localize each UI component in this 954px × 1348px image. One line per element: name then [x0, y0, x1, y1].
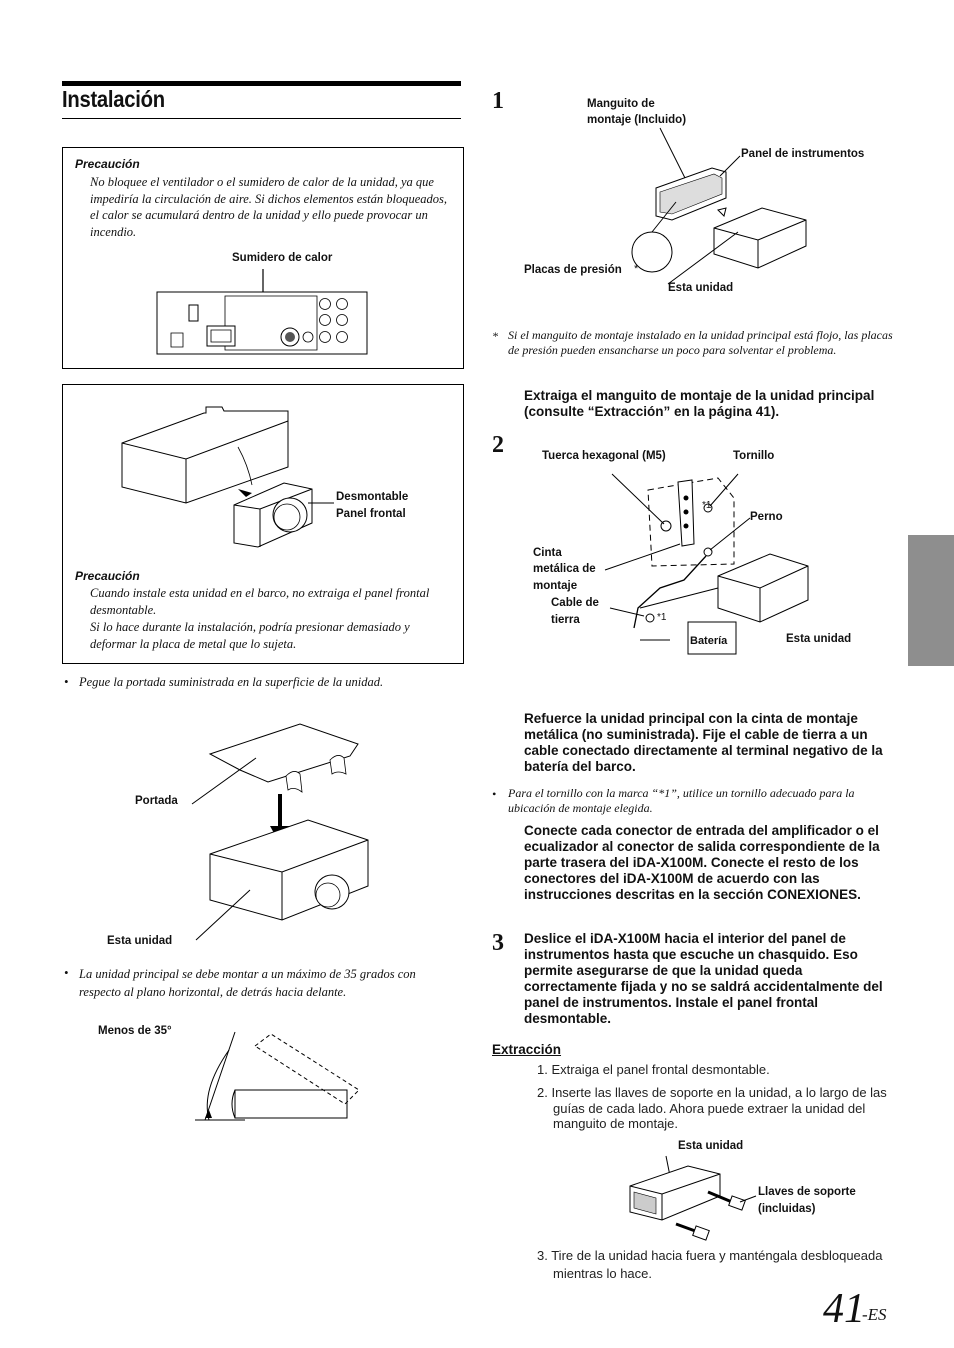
caution-heading: Precaución	[75, 157, 140, 171]
caution-text-2: Cuando instale esta unidad en el barco, no extraiga el panel frontal desmontable.	[90, 586, 430, 617]
label-front-panel: Panel frontal	[336, 508, 406, 520]
label-unit-step2: Esta unidad	[786, 633, 852, 645]
extraccion-item-2: 2. Inserte las llaves de soporte en la unidad, a lo largo de las guías de cada lado. Ahora puede extraer la unidad del manguito de montaje.	[537, 1085, 887, 1131]
caution-text: No bloquee el ventilador o el sumidero de calor de la unidad, ya que impediría la circulación de aire. Si dichos elementos están bloqueados, el calor se acumulará dentro de la unidad y ello puede provocar un incendio.	[90, 175, 448, 239]
label-heatsink: Sumidero de calor	[232, 252, 333, 264]
front-panel-diagram	[120, 405, 320, 555]
label-ground-1: Cable de	[551, 597, 599, 609]
label-bolt: Perno	[750, 511, 783, 523]
label-battery: Batería	[690, 635, 728, 647]
label-dashboard: Panel de instrumentos	[741, 148, 865, 160]
caution-text-3: Si lo hace durante la instalación, podría presionar demasiado y deformar la placa de metal que lo sujeta.	[90, 620, 410, 651]
cover-diagram	[190, 720, 390, 945]
bullet-angle: La unidad principal se debe montar a un máximo de 35 grados con respecto al plano horizontal, de detrás hacia delante.	[79, 967, 416, 999]
bullet-cover: Pegue la portada suministrada en la superficie de la unidad.	[79, 675, 384, 689]
page-title: Instalación	[62, 86, 165, 112]
angle-diagram	[195, 1030, 365, 1125]
page-number: 41	[823, 1286, 865, 1332]
mark-ground: *1	[657, 612, 667, 623]
step-2-instruction: Refuerce la unidad principal con la cinta de montaje metálica (no suministrada). Fije el cable de tierra a un cable conectado directamente al terminal negativo de la batería del barco.	[524, 711, 883, 774]
label-strap-1: Cinta	[533, 547, 562, 559]
label-unit-extract: Esta unidad	[678, 1140, 744, 1152]
mark-screw: *1	[702, 500, 712, 511]
side-tab	[908, 535, 954, 666]
extraccion-heading: Extracción	[492, 1042, 562, 1057]
label-unit-step1: Esta unidad	[668, 282, 734, 294]
step-2-number: 2	[492, 432, 504, 458]
label-cover: Portada	[135, 795, 178, 807]
step-1-number: 1	[492, 88, 504, 114]
extraccion-item-3: 3. Tire de la unidad hacia fuera y manténgala desbloqueada mientras lo hace.	[537, 1248, 883, 1281]
label-nut: Tuerca hexagonal (M5)	[542, 450, 666, 462]
note-dot: •	[492, 787, 497, 801]
label-ground-2: tierra	[551, 614, 580, 626]
label-keys-1: Llaves de soporte	[758, 1186, 856, 1198]
label-unit-left: Esta unidad	[107, 935, 173, 947]
label-angle: Menos de 35°	[98, 1025, 172, 1037]
step-2-note: Para el tornillo con la marca “*1”, utilice un tornillo adecuado para la ubicación de montaje elegida.	[508, 786, 855, 815]
bullet-dot: •	[64, 675, 69, 689]
label-plates: Placas de presión	[524, 264, 622, 276]
sleeve-diagram	[630, 128, 810, 278]
bullet-dot-2: •	[64, 966, 69, 980]
step-2-instruction-2: Conecte cada conector de entrada del amplificador o el ecualizador al conector de salida correspondiente de la parte trasera del iDA-X100M. Conecte el resto de los conectores del iDA-X100M de acuerdo con las instrucciones descritas en la sección CONEXIONES.	[524, 823, 880, 902]
footnote-text: Si el manguito de montaje instalado en la unidad principal está flojo, las placas de presión pueden ensancharse un poco para solventar el problema.	[508, 328, 893, 357]
plates-mark: *	[634, 263, 639, 275]
label-strap-2: metálica de	[533, 563, 596, 575]
unit-rear-diagram	[157, 266, 369, 356]
label-sleeve-1: Manguito de	[587, 98, 655, 110]
label-sleeve-2: montaje (Incluido)	[587, 114, 687, 126]
label-keys-2: (incluidas)	[758, 1203, 816, 1215]
keys-diagram	[628, 1152, 758, 1242]
footnote-mark: *	[492, 329, 498, 343]
title-rule	[62, 118, 461, 119]
step-3-instruction: Deslice el iDA-X100M hacia el interior del panel de instrumentos hasta que escuche un chasquido. Eso permite asegurarse de que la unidad queda correctamente fijada y no se saldrá accidentalmente del panel de instrumentos. Instale el panel frontal desmontable.	[524, 931, 883, 1026]
extraccion-item-1: 1. Extraiga el panel frontal desmontable.	[537, 1062, 770, 1077]
label-screw: Tornillo	[733, 450, 775, 462]
label-strap-3: montaje	[533, 580, 578, 592]
step-1-instruction: Extraiga el manguito de montaje de la unidad principal (consulte “Extracción” en la página 41).	[524, 388, 875, 419]
page-suffix: -ES	[862, 1305, 887, 1324]
step-3-number: 3	[492, 930, 504, 956]
caution-heading-2: Precaución	[75, 569, 140, 583]
label-detachable: Desmontable	[336, 491, 409, 503]
strap-diagram	[600, 468, 815, 658]
